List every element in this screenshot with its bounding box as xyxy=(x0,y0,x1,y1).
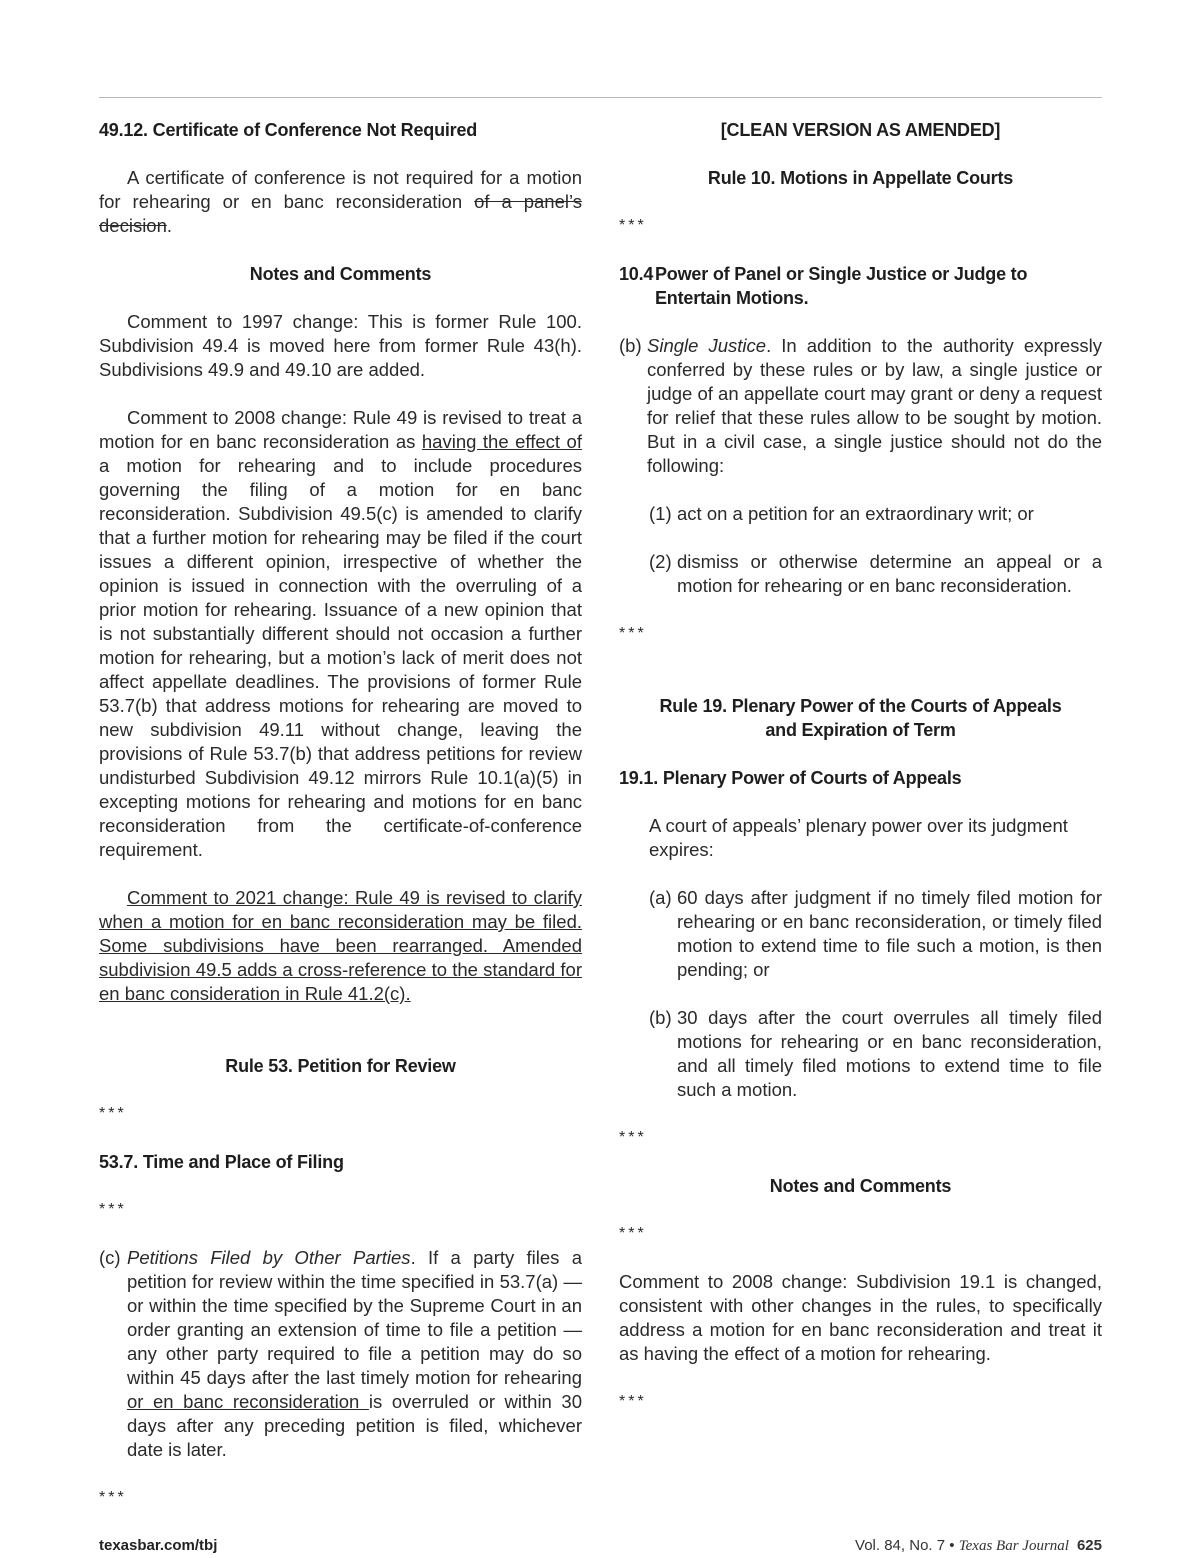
underlined-text: having the effect of xyxy=(421,431,582,452)
subdivision-b-2: (2) dismiss or otherwise determine an appeal or a motion for rehearing or en banc reconsideration. xyxy=(649,551,1102,596)
rule-53-heading: Rule 53. Petition for Review xyxy=(225,1056,456,1076)
notes-heading: Notes and Comments xyxy=(249,264,432,284)
page-number: 625 xyxy=(1076,1537,1102,1554)
paragraph-19-1: A court of appeals’ plenary power over its judgment expires: xyxy=(649,815,1068,860)
ellipsis-stars: *** xyxy=(619,1129,647,1146)
rule-19-heading-line2: and Expiration of Term xyxy=(765,720,956,740)
comment-2021: Comment to 2021 change: Rule 49 is revised to clarify when a motion for en banc reconsideration may be filed. Some subdivisions have been rearranged. Amended subdivision 49.5 adds a cross-reference to the standard for en banc consideration in Rule 41.2(c). xyxy=(99,887,582,1004)
comment-2008: Comment to 2008 change: Rule 49 is revised to treat a motion for en banc reconsideration as having the effect of a motion for rehearing and to include procedures governing the filing of a motion for en banc reconsideration. Subdivision 49.5(c) is amended to clarify that a further motion for rehearing may be filed if the court issues a different opinion, irrespective of whether the opinion is issued in connection with the overruling of a prior motion for rehearing. Issuance of a new opinion that is not substantially different should not occasion a further motion for rehearing, but a motion’s lack of merit does not affect appellate deadlines. The provisions of former Rule 53.7(b) that address motions for rehearing are moved to new subdivision 49.11 without change, leaving the provisions of Rule 53.7(b) that address petitions for review undisturbed Subdivision 49.12 mirrors Rule 10.1(a)(5) in excepting motions for rehearing and motions for en banc reconsideration from the certificate-of-conference requirement. xyxy=(99,407,582,860)
section-heading-49-12: 49.12. Certificate of Conference Not Required xyxy=(99,120,478,140)
item-label: (b) xyxy=(619,335,642,356)
journal-title: Texas Bar Journal xyxy=(958,1538,1069,1554)
subdivision-c: (c) Petitions Filed by Other Parties. If a party files a petition for review within the time specified in 53.7(a) — or within the time specified by the Supreme Court in an order granting an extension of time to file a petition — any other party required to file a petition may do so within 45 days after the last timely motion for rehearing or en banc reconsideration is overruled or within 30 days after any preceding petition is filed, whichever date is later. xyxy=(99,1247,582,1460)
left-column xyxy=(99,118,582,1510)
comment-2008-rule-19: Comment to 2008 change: Subdivision 19.1 is changed, consistent with other changes in the rules, to specifically address a motion for en banc reconsideration and treat it as having the effect of a motion for rehearing. xyxy=(619,1271,1102,1364)
ellipsis-stars: *** xyxy=(619,1225,647,1242)
subdivision-b-1: (1) act on a petition for an extraordinary writ; or xyxy=(649,503,1034,524)
subdivision-b: (b) Single Justice. In addition to the authority expressly conferred by these rules or by law, a single justice or judge of an appellate court may grant or deny a request for relief that these rules allow to be sought by motion. But in a civil case, a single justice should not do the following: xyxy=(619,335,1102,476)
section-heading-19-1: 19.1. Plenary Power of Courts of Appeals xyxy=(619,768,962,788)
underlined-text: or en banc reconsideration xyxy=(127,1391,369,1412)
header-rule xyxy=(99,97,1102,98)
ellipsis-stars: *** xyxy=(99,1105,127,1122)
subdivision-19-1-b: (b) 30 days after the court overrules all timely filed motions for rehearing or en banc reconsideration, and all timely filed motions to extend time to file such a motion. xyxy=(649,1007,1102,1100)
item-label: (1) xyxy=(649,503,672,524)
section-heading-53-7: 53.7. Time and Place of Filing xyxy=(99,1152,344,1172)
struck-text: of a panel’s decision xyxy=(99,191,582,236)
ellipsis-stars: *** xyxy=(619,625,647,642)
subdivision-19-1-a: (a) 60 days after judgment if no timely filed motion for rehearing or en banc reconsideration, or timely filed motion to extend time to file such a motion, is then pending; or xyxy=(649,887,1102,980)
rule-10-heading: Rule 10. Motions in Appellate Courts xyxy=(707,168,1014,188)
ellipsis-stars: *** xyxy=(99,1201,127,1218)
right-column xyxy=(619,118,1102,1414)
item-label: (2) xyxy=(649,551,672,572)
footer-site-link[interactable]: texasbar.com/tbj xyxy=(99,1537,218,1554)
rule-19-heading-line1: Rule 19. Plenary Power of the Courts of Appeals xyxy=(659,696,1062,716)
ellipsis-stars: *** xyxy=(99,1489,127,1506)
ellipsis-stars: *** xyxy=(619,1393,647,1410)
section-heading-10-4: 10.4 Power of Panel or Single Justice or Judge to Entertain Motions. xyxy=(619,264,1028,308)
paragraph-49-12: A certificate of conference is not required for a motion for rehearing or en banc reconsideration of a panel’s decision. xyxy=(99,167,582,236)
notes-heading: Notes and Comments xyxy=(769,1176,952,1196)
item-label: (c) xyxy=(99,1247,121,1268)
item-label: (a) xyxy=(649,887,672,908)
ellipsis-stars: *** xyxy=(619,217,647,234)
clean-version-heading: [CLEAN VERSION AS AMENDED] xyxy=(720,120,1001,140)
item-label: (b) xyxy=(649,1007,672,1028)
comment-1997: Comment to 1997 change: This is former Rule 100. Subdivision 49.4 is moved here from former Rule 43(h). Subdivisions 49.9 and 49.10 are added. xyxy=(99,311,582,380)
footer-issue-info: Vol. 84, No. 7 • Texas Bar Journal 625 xyxy=(855,1537,1102,1554)
